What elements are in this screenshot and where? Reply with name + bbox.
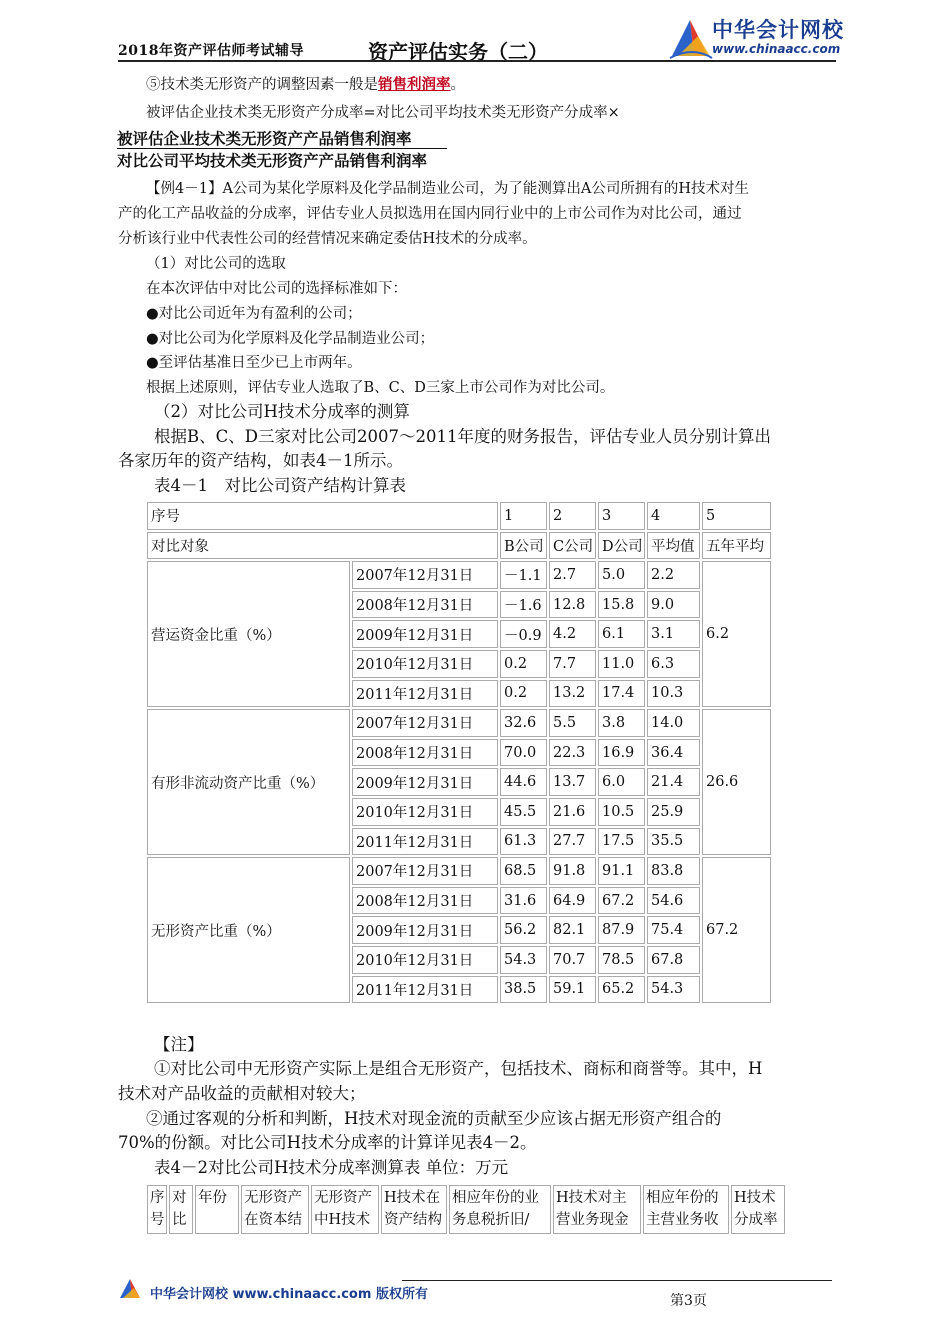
date-cell: 2011年12月31日 — [352, 680, 498, 708]
para-text: 。 — [450, 77, 465, 93]
value-cell-d: 91.1 — [598, 857, 645, 885]
date-cell: 2009年12月31日 — [352, 916, 498, 944]
table-row — [147, 561, 771, 589]
value-cell-d: 15.8 — [598, 591, 645, 619]
header-cell: H技术分成率 — [731, 1185, 785, 1234]
section-2-heading: （2）对比公司H技术分成率的测算 — [154, 402, 410, 421]
h-tech-share-table — [145, 1183, 787, 1236]
value-cell-avg: 35.5 — [647, 828, 700, 856]
value-cell-d: 6.0 — [598, 768, 645, 796]
footer-rule — [402, 1280, 832, 1281]
criteria-bullet-3: ●至评估基准日至少已上市两年。 — [146, 355, 362, 371]
table-row — [147, 709, 771, 737]
fraction-denominator: 对比公司平均技术类无形资产产品销售利润率 — [117, 152, 428, 170]
page-number: 第3页 — [670, 1293, 707, 1309]
header-cell: 对比对象 — [147, 532, 498, 560]
date-cell: 2011年12月31日 — [352, 828, 498, 856]
date-cell: 2011年12月31日 — [352, 976, 498, 1004]
logo-url: www.chinaacc.com — [712, 42, 841, 56]
highlight-sales-margin: 销售利润率 — [378, 76, 451, 93]
header-cell: 无形资产中H技术 — [311, 1185, 379, 1234]
header-cell: 年份 — [195, 1185, 239, 1234]
value-cell-c: 59.1 — [549, 976, 596, 1004]
value-cell-c: 82.1 — [549, 916, 596, 944]
value-cell-avg: 21.4 — [647, 768, 700, 796]
note-1-line-1: ①对比公司中无形资产实际上是组合无形资产，包括技术、商标和商誉等。其中，H — [154, 1059, 763, 1078]
chosen-companies: 根据上述原则，评估专业人选取了B、C、D三家上市公司作为对比公司。 — [146, 380, 615, 396]
logo-text: 中华会计网校 — [712, 18, 844, 42]
para-text: ⑤技术类无形资产的调整因素一般是 — [146, 77, 378, 93]
value-cell-d: 17.5 — [598, 828, 645, 856]
value-cell-avg: 2.2 — [647, 561, 700, 589]
value-cell-b: 54.3 — [500, 946, 547, 974]
date-cell: 2007年12月31日 — [352, 709, 498, 737]
value-cell-avg: 10.3 — [647, 680, 700, 708]
note-title: 【注】 — [154, 1035, 204, 1054]
value-cell-avg: 75.4 — [647, 916, 700, 944]
para-formula: 被评估企业技术类无形资产分成率=对比公司平均技术类无形资产分成率× — [146, 105, 620, 121]
value-cell-c: 13.2 — [549, 680, 596, 708]
criteria-bullet-1: ●对比公司近年为有盈利的公司； — [146, 306, 362, 322]
five-year-avg-cell: 6.2 — [702, 561, 771, 707]
criteria-bullet-2: ●对比公司为化学原料及化学品制造业公司； — [146, 331, 435, 347]
value-cell-d: 67.2 — [598, 887, 645, 915]
value-cell-d: 11.0 — [598, 650, 645, 678]
header-cell: 对比 — [169, 1185, 193, 1234]
asset-structure-table-body — [147, 502, 771, 1003]
value-cell-avg: 25.9 — [647, 798, 700, 826]
h-tech-share-table-header — [147, 1185, 785, 1234]
value-cell-b: 38.5 — [500, 976, 547, 1004]
value-cell-b: 56.2 — [500, 916, 547, 944]
value-cell-c: 13.7 — [549, 768, 596, 796]
date-cell: 2010年12月31日 — [352, 798, 498, 826]
note-1-line-2: 技术对产品收益的贡献相对较大； — [118, 1084, 366, 1103]
value-cell-c: 5.5 — [549, 709, 596, 737]
value-cell-c: 12.8 — [549, 591, 596, 619]
date-cell: 2010年12月31日 — [352, 650, 498, 678]
asset-structure-table — [145, 500, 773, 1005]
date-cell: 2008年12月31日 — [352, 739, 498, 767]
value-cell-b: 61.3 — [500, 828, 547, 856]
value-cell-c: 4.2 — [549, 620, 596, 648]
header-cell: 1 — [500, 502, 547, 530]
header-cell: 无形资产在资本结 — [241, 1185, 309, 1234]
header-left-title: 2018年资产评估师考试辅导 — [118, 43, 304, 59]
header-cell: H技术在资产结构 — [381, 1185, 447, 1234]
value-cell-c: 70.7 — [549, 946, 596, 974]
five-year-avg-cell: 26.6 — [702, 709, 771, 855]
value-cell-avg: 54.6 — [647, 887, 700, 915]
header-cell: C公司 — [549, 532, 596, 560]
group-label-cell: 营运资金比重（%） — [147, 561, 350, 707]
value-cell-d: 6.1 — [598, 620, 645, 648]
header-cell: D公司 — [598, 532, 645, 560]
table1-caption: 表4－1 对比公司资产结构计算表 — [154, 476, 406, 495]
value-cell-d: 17.4 — [598, 680, 645, 708]
value-cell-c: 22.3 — [549, 739, 596, 767]
header-cell: 相应年份的业务息税折旧/ — [449, 1185, 551, 1234]
value-cell-c: 91.8 — [549, 857, 596, 885]
group-label-cell: 无形资产比重（%） — [147, 857, 350, 1003]
value-cell-d: 5.0 — [598, 561, 645, 589]
value-cell-b: 45.5 — [500, 798, 547, 826]
group-label-cell: 有形非流动资产比重（%） — [147, 709, 350, 855]
date-cell: 2007年12月31日 — [352, 857, 498, 885]
value-cell-b: 0.2 — [500, 650, 547, 678]
value-cell-b: －1.6 — [500, 591, 547, 619]
calc-line-1: 根据B、C、D三家对比公司2007～2011年度的财务报告，评估专业人员分别计算出 — [154, 427, 771, 446]
header-cell: H技术对主营业务现金 — [553, 1185, 641, 1234]
value-cell-d: 65.2 — [598, 976, 645, 1004]
example-line-3: 分析该行业中代表性公司的经营情况来确定委估H技术的分成率。 — [118, 231, 537, 247]
value-cell-c: 27.7 — [549, 828, 596, 856]
value-cell-b: 70.0 — [500, 739, 547, 767]
value-cell-d: 87.9 — [598, 916, 645, 944]
value-cell-avg: 14.0 — [647, 709, 700, 737]
header-cell: 序号 — [147, 502, 498, 530]
value-cell-avg: 36.4 — [647, 739, 700, 767]
date-cell: 2007年12月31日 — [352, 561, 498, 589]
value-cell-b: －0.9 — [500, 620, 547, 648]
date-cell: 2009年12月31日 — [352, 768, 498, 796]
date-cell: 2010年12月31日 — [352, 946, 498, 974]
value-cell-avg: 83.8 — [647, 857, 700, 885]
footer-copyright: 中华会计网校 www.chinaacc.com 版权所有 — [150, 1287, 428, 1302]
date-cell: 2008年12月31日 — [352, 591, 498, 619]
calc-line-2: 各家历年的资产结构，如表4－1所示。 — [118, 451, 403, 470]
value-cell-avg: 9.0 — [647, 591, 700, 619]
note-2-line-1: ②通过客观的分析和判断，H技术对现金流的贡献至少应该占据无形资产组合的 — [146, 1109, 722, 1128]
five-year-avg-cell: 67.2 — [702, 857, 771, 1003]
header-book-title: 资产评估实务（二） — [368, 40, 548, 64]
value-cell-d: 10.5 — [598, 798, 645, 826]
fraction-numerator: 被评估企业技术类无形资产产品销售利润率 — [117, 130, 412, 148]
date-cell: 2008年12月31日 — [352, 887, 498, 915]
header-cell: 2 — [549, 502, 596, 530]
date-cell: 2009年12月31日 — [352, 620, 498, 648]
value-cell-avg: 3.1 — [647, 620, 700, 648]
para-adjustment-factor — [146, 75, 465, 95]
value-cell-c: 7.7 — [549, 650, 596, 678]
value-cell-c: 21.6 — [549, 798, 596, 826]
value-cell-avg: 67.8 — [647, 946, 700, 974]
value-cell-avg: 6.3 — [647, 650, 700, 678]
value-cell-avg: 54.3 — [647, 976, 700, 1004]
footer-logo-icon — [118, 1276, 144, 1302]
value-cell-d: 3.8 — [598, 709, 645, 737]
value-cell-d: 16.9 — [598, 739, 645, 767]
table-header-row — [147, 532, 771, 560]
table-header-row — [147, 502, 771, 530]
value-cell-b: －1.1 — [500, 561, 547, 589]
table-row — [147, 857, 771, 885]
header-cell: 3 — [598, 502, 645, 530]
example-line-2: 产的化工产品收益的分成率，评估专业人员拟选用在国内同行业中的上市公司作为对比公司，通过 — [118, 206, 742, 222]
header-cell: 4 — [647, 502, 700, 530]
header-cell: 5 — [702, 502, 771, 530]
criteria-intro: 在本次评估中对比公司的选择标准如下： — [146, 281, 407, 297]
header-cell: 相应年份的主营业务收 — [643, 1185, 729, 1234]
header-cell: 五年平均 — [702, 532, 771, 560]
value-cell-b: 44.6 — [500, 768, 547, 796]
table2-caption: 表4－2对比公司H技术分成率测算表 单位：万元 — [154, 1158, 509, 1177]
value-cell-b: 31.6 — [500, 887, 547, 915]
value-cell-c: 2.7 — [549, 561, 596, 589]
header-rule — [118, 60, 836, 62]
value-cell-b: 68.5 — [500, 857, 547, 885]
example-line-1: 【例4－1】A公司为某化学原料及化学品制造业公司，为了能测算出A公司所拥有的H技术对生 — [146, 181, 750, 197]
value-cell-d: 78.5 — [598, 946, 645, 974]
value-cell-b: 0.2 — [500, 680, 547, 708]
section-1-heading: （1）对比公司的选取 — [146, 256, 286, 272]
header-cell: 平均值 — [647, 532, 700, 560]
header-cell: B公司 — [500, 532, 547, 560]
header-cell: 序号 — [147, 1185, 167, 1234]
note-2-line-2: 70%的份额。对比公司H技术分成率的计算详见表4－2。 — [118, 1133, 537, 1152]
value-cell-c: 64.9 — [549, 887, 596, 915]
value-cell-b: 32.6 — [500, 709, 547, 737]
